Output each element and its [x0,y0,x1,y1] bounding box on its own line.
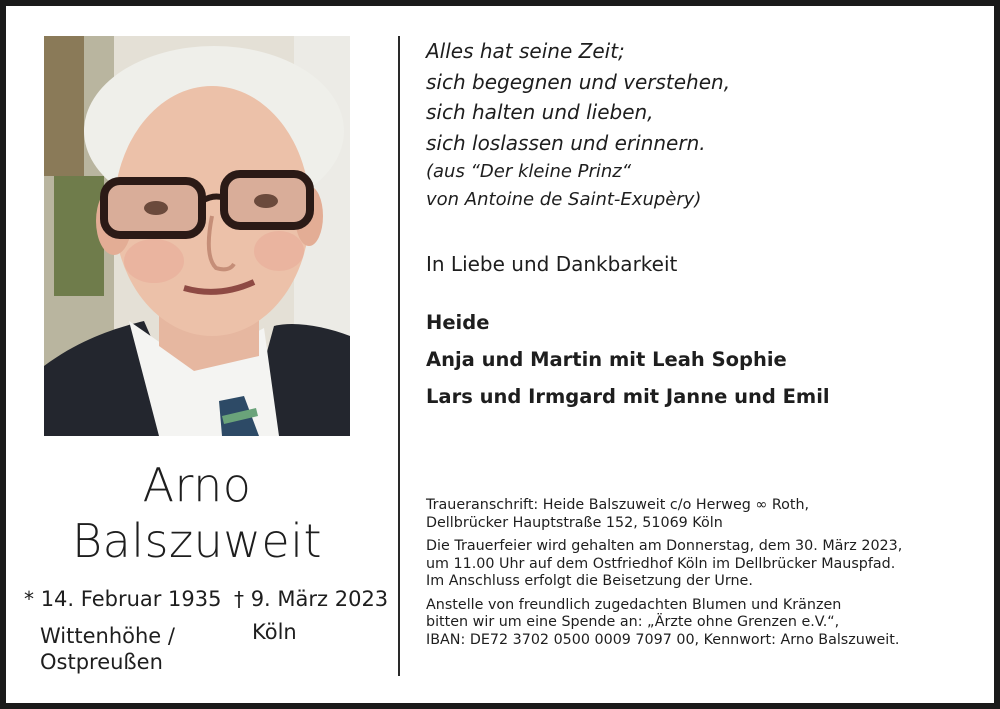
birth-row [24,589,222,610]
death-row [234,589,388,610]
thanks-line: In Liebe und Dankbarkeit [426,252,678,276]
family-member: Lars und Irmgard mit Janne und Emil [426,385,830,408]
family-list [426,304,830,415]
birth-symbol: * [24,587,34,611]
deceased-last-name: Balszuweit [71,514,323,568]
donation-line: IBAN: DE72 3702 0500 0009 7097 00, Kennwort: Arno Balszuweit. [426,631,900,648]
birth-place-line2: Ostpreußen [40,650,163,674]
portrait-photo [44,36,350,436]
funeral-notes [426,497,902,649]
ceremony-line: um 11.00 Uhr auf dem Ostfriedhof Köln im Dellbrücker Mauspfad. [426,555,896,572]
poem-source [426,158,701,214]
poem-line: Alles hat seine Zeit; [426,39,625,63]
birth-date: 14. Februar 1935 [40,587,222,611]
family-member: Anja und Martin mit Leah Sophie [426,348,787,371]
poem-source-line: von Antoine de Saint-Exupèry) [426,189,702,210]
poem-line: sich loslassen und erinnern. [426,130,706,155]
ceremony-line: Die Trauerfeier wird gehalten am Donnerstag, dem 30. März 2023, [426,538,903,554]
vertical-divider [398,36,400,676]
poem-line: sich begegnen und verstehen, [426,69,731,94]
poem [426,36,730,158]
poem-source-line: (aus “Der kleine Prinz“ [426,161,632,182]
donation-line: bitten wir um eine Spende an: „Ärzte ohne Grenzen e.V.“, [426,614,840,630]
birth-place-line1: Wittenhöhe / [40,624,175,648]
deceased-first-name: Arno [142,458,252,512]
death-date: 9. März 2023 [250,587,389,611]
death-place: Köln [252,620,297,644]
donation-line: Anstelle von freundlich zugedachten Blumen und Kränzen [426,596,842,613]
family-member: Heide [426,311,490,334]
address-line: Dellbrücker Hauptstraße 152, 51069 Köln [426,514,723,531]
poem-line: sich halten und lieben, [426,100,654,124]
death-symbol: † [234,587,244,611]
address-line: Traueranschrift: Heide Balszuweit c/o Herweg ∞ Roth, [426,497,810,513]
ceremony-line: Im Anschluss erfolgt die Beisetzung der Urne. [426,573,753,589]
